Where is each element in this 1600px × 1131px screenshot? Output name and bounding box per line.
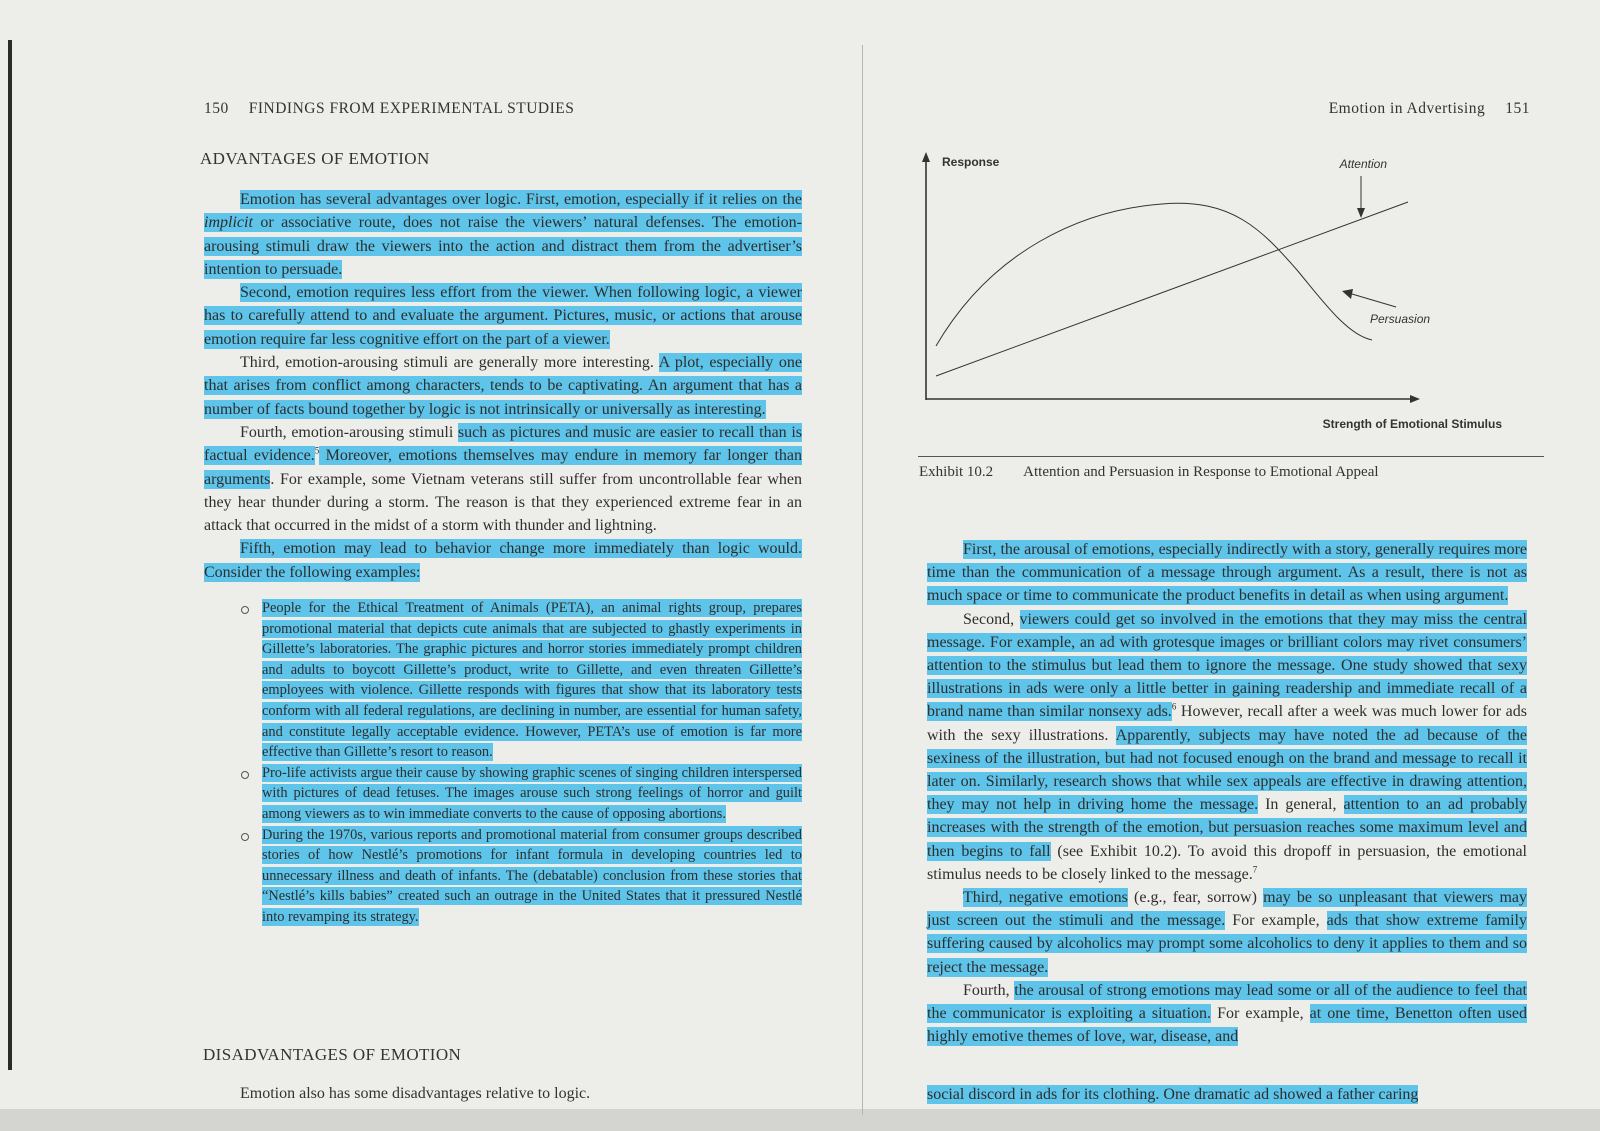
q3-text-b: (e.g., fear, sorrow) [1127, 889, 1264, 907]
list-item [262, 598, 802, 763]
exhibit-figure [912, 140, 1512, 440]
footnote-ref-6: 6 [1171, 702, 1177, 713]
persuasion-arrow-icon [1342, 289, 1353, 299]
right-running-title: Emotion in Advertising [1328, 100, 1486, 117]
list-item [262, 825, 802, 928]
q4-text-a: Fourth, [963, 981, 1015, 999]
q2-text-e: In general, [1258, 796, 1344, 814]
right-page-number: 151 [1505, 100, 1530, 117]
paragraph-4 [204, 421, 802, 537]
section-title-advantages: ADVANTAGES OF EMOTION [200, 149, 430, 168]
p2-text-a: Second, emotion requires less effort from the viewer. [240, 284, 589, 302]
right-running-head [1329, 100, 1530, 118]
attention-label: Attention [1339, 157, 1387, 171]
exhibit-rule [918, 456, 1544, 457]
p3-text-a: Third, emotion-arousing stimuli are generally more interesting. [240, 354, 659, 372]
q2-text-a: Second, [963, 610, 1020, 628]
exhibit-label: Exhibit 10.2 [919, 464, 994, 480]
paragraph-fourth [927, 979, 1527, 1049]
paragraph-second [927, 608, 1527, 886]
bullet-pro-life: Pro-life activists argue their cause by showing graphic scenes of singing children interspersed with pictures of dead fetuses. The images arouse such strong feelings of horror and guilt among viewers as to win immediate converts to the cause of opposing abortions. [262, 764, 802, 822]
p1-text-a: Emotion has several advantages over logic. First, emotion, especially if it relies on the [240, 191, 802, 208]
q3-text-a: Third, negative emotions [963, 889, 1128, 907]
paragraph-1 [204, 188, 802, 281]
paragraph-5 [204, 537, 802, 584]
p4-text-c: Moreover, emotions themselves may endure in memory far longer than arguments [204, 447, 802, 488]
left-running-title: FINDINGS FROM EXPERIMENTAL STUDIES [248, 100, 575, 117]
q2-text-c: However, recall after a week was much lower for ads with the sexy illustrations. [927, 703, 1528, 744]
x-axis-arrow-icon [1410, 395, 1420, 403]
persuasion-label: Persuasion [1370, 312, 1431, 326]
paragraph-3 [204, 351, 802, 421]
q2-text-f: attention to an ad probably increases with the strength of the emotion, but persuasion reaches some maximum level and then begins to fall [927, 796, 1528, 860]
left-page-number: 150 [204, 100, 229, 117]
footnote-ref-5: 5 [314, 445, 320, 456]
exhibit-caption [919, 464, 1379, 481]
exhibit-title: Attention and Persuasion in Response to Emotional Appeal [1023, 464, 1379, 480]
right-page [862, 0, 1600, 1131]
q4-text-c: For example, [1211, 1005, 1310, 1023]
list-item [262, 763, 802, 825]
q3-text-d: For example, [1225, 912, 1327, 930]
footnote-ref-7: 7 [1252, 864, 1258, 875]
q2-text-g: (see Exhibit 10.2). To avoid this dropoff in persuasion, the emotional stimulus needs to be closely linked to the message. [927, 842, 1528, 883]
p3-text-b: A plot, especially one that arises from conflict among characters, tends to be captivating. An argument that has a number of facts bound together by logic is not intrinsically or universally as interesting. [204, 354, 802, 418]
section-title-disadvantages: DISADVANTAGES OF EMOTION [203, 1045, 462, 1064]
p2-text-b: When following logic, a viewer has to carefully attend to and evaluate the argument. Pictures, music, or actions that arouse emotion require far less cognitive effort on the part of a viewer. [204, 284, 803, 348]
cut-off-text-left: Emotion also has some disadvantages relative to logic. [240, 1085, 591, 1102]
paragraph-first [927, 538, 1527, 608]
p1-italic: implicit [204, 214, 253, 232]
persuasion-curve [936, 203, 1372, 346]
y-axis-label: Response [942, 155, 1000, 169]
q1-text: First, the arousal of emotions, especially indirectly with a story, generally requires more time than the communication of a message through argument. As a result, there is not as much space or time to communicate the product benefits in detail as when using argument. [927, 541, 1527, 605]
left-body-text [204, 188, 802, 928]
x-axis-label: Strength of Emotional Stimulus [1322, 417, 1502, 431]
attention-line [936, 202, 1408, 376]
p4-text-a: Fourth, emotion-arousing stimuli [240, 423, 458, 441]
paragraph-third [927, 886, 1527, 979]
attention-arrow-icon [1357, 208, 1365, 218]
examples-list [204, 598, 802, 928]
p4-text-d: . For example, some Vietnam veterans still suffer from uncontrollable fear when they hear thunder during a storm. The reason is that they experienced extreme fear in an attack that occurred in the midst of a storm with thunder and lightning. [204, 470, 802, 535]
cut-off-line-left [240, 1079, 800, 1102]
q3-text-c: may be so unpleasant that viewers may just screen out the stimuli and the message. [927, 889, 1528, 930]
left-running-head [204, 100, 574, 118]
persuasion-pointer [1352, 294, 1396, 307]
p1-text-b: or associative route, does not raise the viewers’ natural defenses. The emotion-arousing stimuli draw the viewers into the action and distract them from the advertiser’s intention to persuade. [204, 214, 802, 278]
cut-off-text-right: social discord in ads for its clothing. One dramatic ad showed a father caring [927, 1086, 1419, 1103]
paragraph-2 [204, 281, 802, 351]
p4-text-b: such as pictures and music are easier to recall than is factual evidence. [204, 423, 802, 465]
bullet-peta: People for the Ethical Treatment of Animals (PETA), an animal rights group, prepares promotional material that depicts cute animals that are subjected to ghastly experiments in Gillette’s laboratories. The graphic pictures and horror stories immediately prompt children and adults to boycott Gillette’s product, write to Gillette, and even threaten Gillette’s employees with violence. Gillette responds with figures that show that its laboratory tests conform with all federal regulations, are declining in number, are essential for human safety, and constitute legally acceptable evidence. However, PETA’s use of emotion is far more effective than Gillette’s resort to reason. [262, 600, 802, 761]
q2-text-d: Apparently, subjects may have noted the ad because of the sexiness of the illustration, but had not focused enough on the brand and message to recall it later on. Similarly, research shows that while sex appeals are effective in drawing attention, they may not help in driving home the message. [927, 726, 1528, 814]
q3-text-e: ads that show extreme family suffering caused by alcoholics may prompt some alcoholics to deny it applies to them and so reject the message. [927, 912, 1528, 976]
bullet-nestle: During the 1970s, various reports and promotional material from consumer groups described stories of how Nestlé’s promotions for infant formula in developing countries led to unnecessary illness and death of infants. The (debatable) conclusion from these stories that “Nestlé’s kills babies” created such an outrage in the United States that it pressured Nestlé into revamping its strategy. [262, 826, 802, 925]
q4-text-d: at one time, Benetton often used highly emotive themes of love, war, disease, and [927, 1005, 1527, 1046]
y-axis-arrow-icon [922, 152, 930, 162]
q4-text-b: the arousal of strong emotions may lead some or all of the audience to feel that the communicator is exploiting a situation. [927, 981, 1528, 1023]
right-body-text [927, 538, 1527, 1048]
q2-text-b: viewers could get so involved in the emotions that they may miss the central message. For example, an ad with grotesque images or brilliant colors may rivet consumers’ attention to the stimulus but lead them to ignore the message. One study showed that sexy illustrations in ads were only a little better in gaining readership and immediate recall of a brand name than similar nonsexy ads. [927, 610, 1527, 721]
cut-off-line-right [927, 1082, 1527, 1103]
p5-text: Fifth, emotion may lead to behavior change more immediately than logic would. Consider the following examples: [204, 540, 802, 581]
